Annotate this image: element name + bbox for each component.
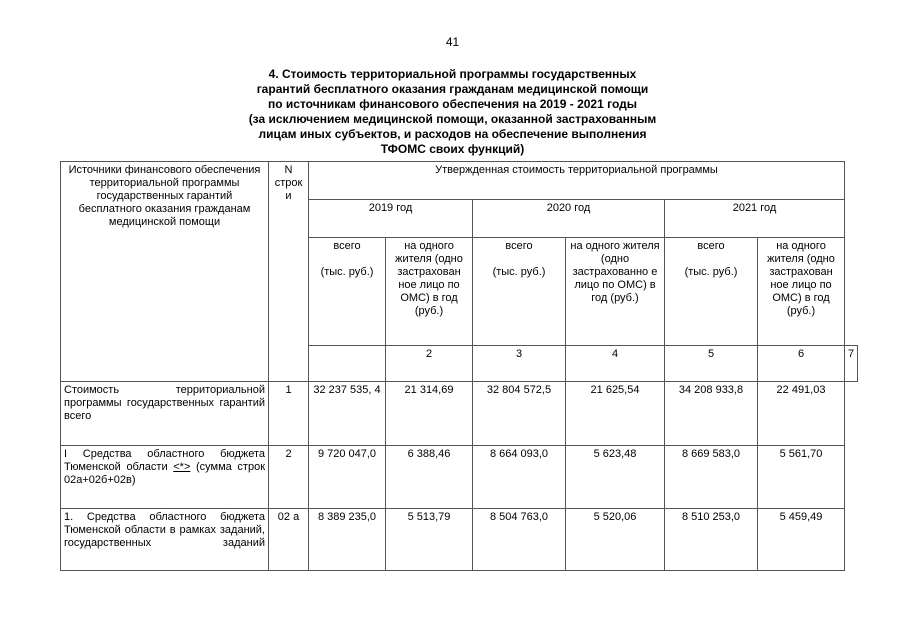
value-cell: 5 520,06 — [566, 509, 665, 571]
row-number: 02 а — [269, 509, 309, 571]
header-per-capita-2020: на одного жителя (одно застрахованно е лицо по ОМС) в год (руб.) — [566, 238, 665, 346]
value-cell: 9 720 047,0 — [309, 446, 386, 509]
row-name — [61, 446, 269, 509]
row-name: Стоимость территориальной программы государственных гарантий всего — [61, 382, 269, 446]
header-total-2020 — [473, 238, 566, 346]
section-title — [180, 67, 725, 157]
total-unit: (тыс. руб.) — [684, 266, 738, 278]
header-source: Источники финансового обеспечения территориальной программы государственных гарантий бесплатного оказания гражданам медицинской помощи — [61, 162, 269, 382]
table-row — [61, 382, 858, 446]
column-number: 7 — [845, 346, 858, 382]
value-cell: 8 669 583,0 — [665, 446, 758, 509]
header-year-2021: 2021 год — [665, 200, 845, 238]
value-cell: 21 625,54 — [566, 382, 665, 446]
header-row-number: N строк и — [269, 162, 309, 382]
column-number-spacer — [309, 346, 386, 382]
value-cell: 8 664 093,0 — [473, 446, 566, 509]
table-row — [61, 446, 858, 509]
header-per-capita-2021: на одного жителя (одно застрахован ное лицо по ОМС) в год (руб.) — [758, 238, 845, 346]
row-number: 2 — [269, 446, 309, 509]
value-cell: 8 504 763,0 — [473, 509, 566, 571]
header-total-2019 — [309, 238, 386, 346]
column-number: 6 — [758, 346, 845, 382]
header-approved-cost: Утвержденная стоимость территориальной программы — [309, 162, 845, 200]
column-number: 4 — [566, 346, 665, 382]
title-line: лицам иных субъектов, и расходов на обеспечение выполнения — [258, 127, 647, 141]
value-cell: 22 491,03 — [758, 382, 845, 446]
total-unit: (тыс. руб.) — [492, 266, 546, 278]
header-per-capita-2019: на одного жителя (одно застрахован ное лицо по ОМС) в год (руб.) — [386, 238, 473, 346]
column-number: 3 — [473, 346, 566, 382]
cost-table — [60, 161, 858, 571]
title-line: ТФОМС своих функций) — [380, 142, 525, 156]
header-year-2020: 2020 год — [473, 200, 665, 238]
value-cell: 5 561,70 — [758, 446, 845, 509]
value-cell: 34 208 933,8 — [665, 382, 758, 446]
total-label: всего — [697, 240, 725, 252]
title-line: по источникам финансового обеспечения на 2019 - 2021 годы — [268, 97, 637, 111]
title-line: (за исключением медицинской помощи, оказанной застрахованным — [248, 112, 657, 126]
value-cell: 21 314,69 — [386, 382, 473, 446]
footnote-link[interactable]: <*> — [173, 461, 191, 473]
total-label: всего — [505, 240, 533, 252]
header-total-2021 — [665, 238, 758, 346]
value-cell: 8 510 253,0 — [665, 509, 758, 571]
title-line: 4. Стоимость территориальной программы государственных — [268, 67, 637, 81]
value-cell: 5 459,49 — [758, 509, 845, 571]
total-label: всего — [333, 240, 361, 252]
row-name-text: I Средства областного бюджета Тюменской области — [64, 448, 265, 473]
value-cell: 5 623,48 — [566, 446, 665, 509]
value-cell: 6 388,46 — [386, 446, 473, 509]
column-number: 5 — [665, 346, 758, 382]
row-number: 1 — [269, 382, 309, 446]
page-number: 41 — [445, 35, 460, 49]
row-name-text: (сумма строк 02а+02б+02в) — [64, 461, 266, 486]
table-row — [61, 509, 858, 571]
total-unit: (тыс. руб.) — [320, 266, 374, 278]
title-line: гарантий бесплатного оказания гражданам медицинской помощи — [256, 82, 649, 96]
value-cell: 32 237 535, 4 — [309, 382, 386, 446]
value-cell: 5 513,79 — [386, 509, 473, 571]
value-cell: 32 804 572,5 — [473, 382, 566, 446]
row-name: 1. Средства областного бюджета Тюменской области в рамках заданий, государственных заданий — [61, 509, 269, 571]
value-cell: 8 389 235,0 — [309, 509, 386, 571]
column-number: 2 — [386, 346, 473, 382]
header-year-2019: 2019 год — [309, 200, 473, 238]
